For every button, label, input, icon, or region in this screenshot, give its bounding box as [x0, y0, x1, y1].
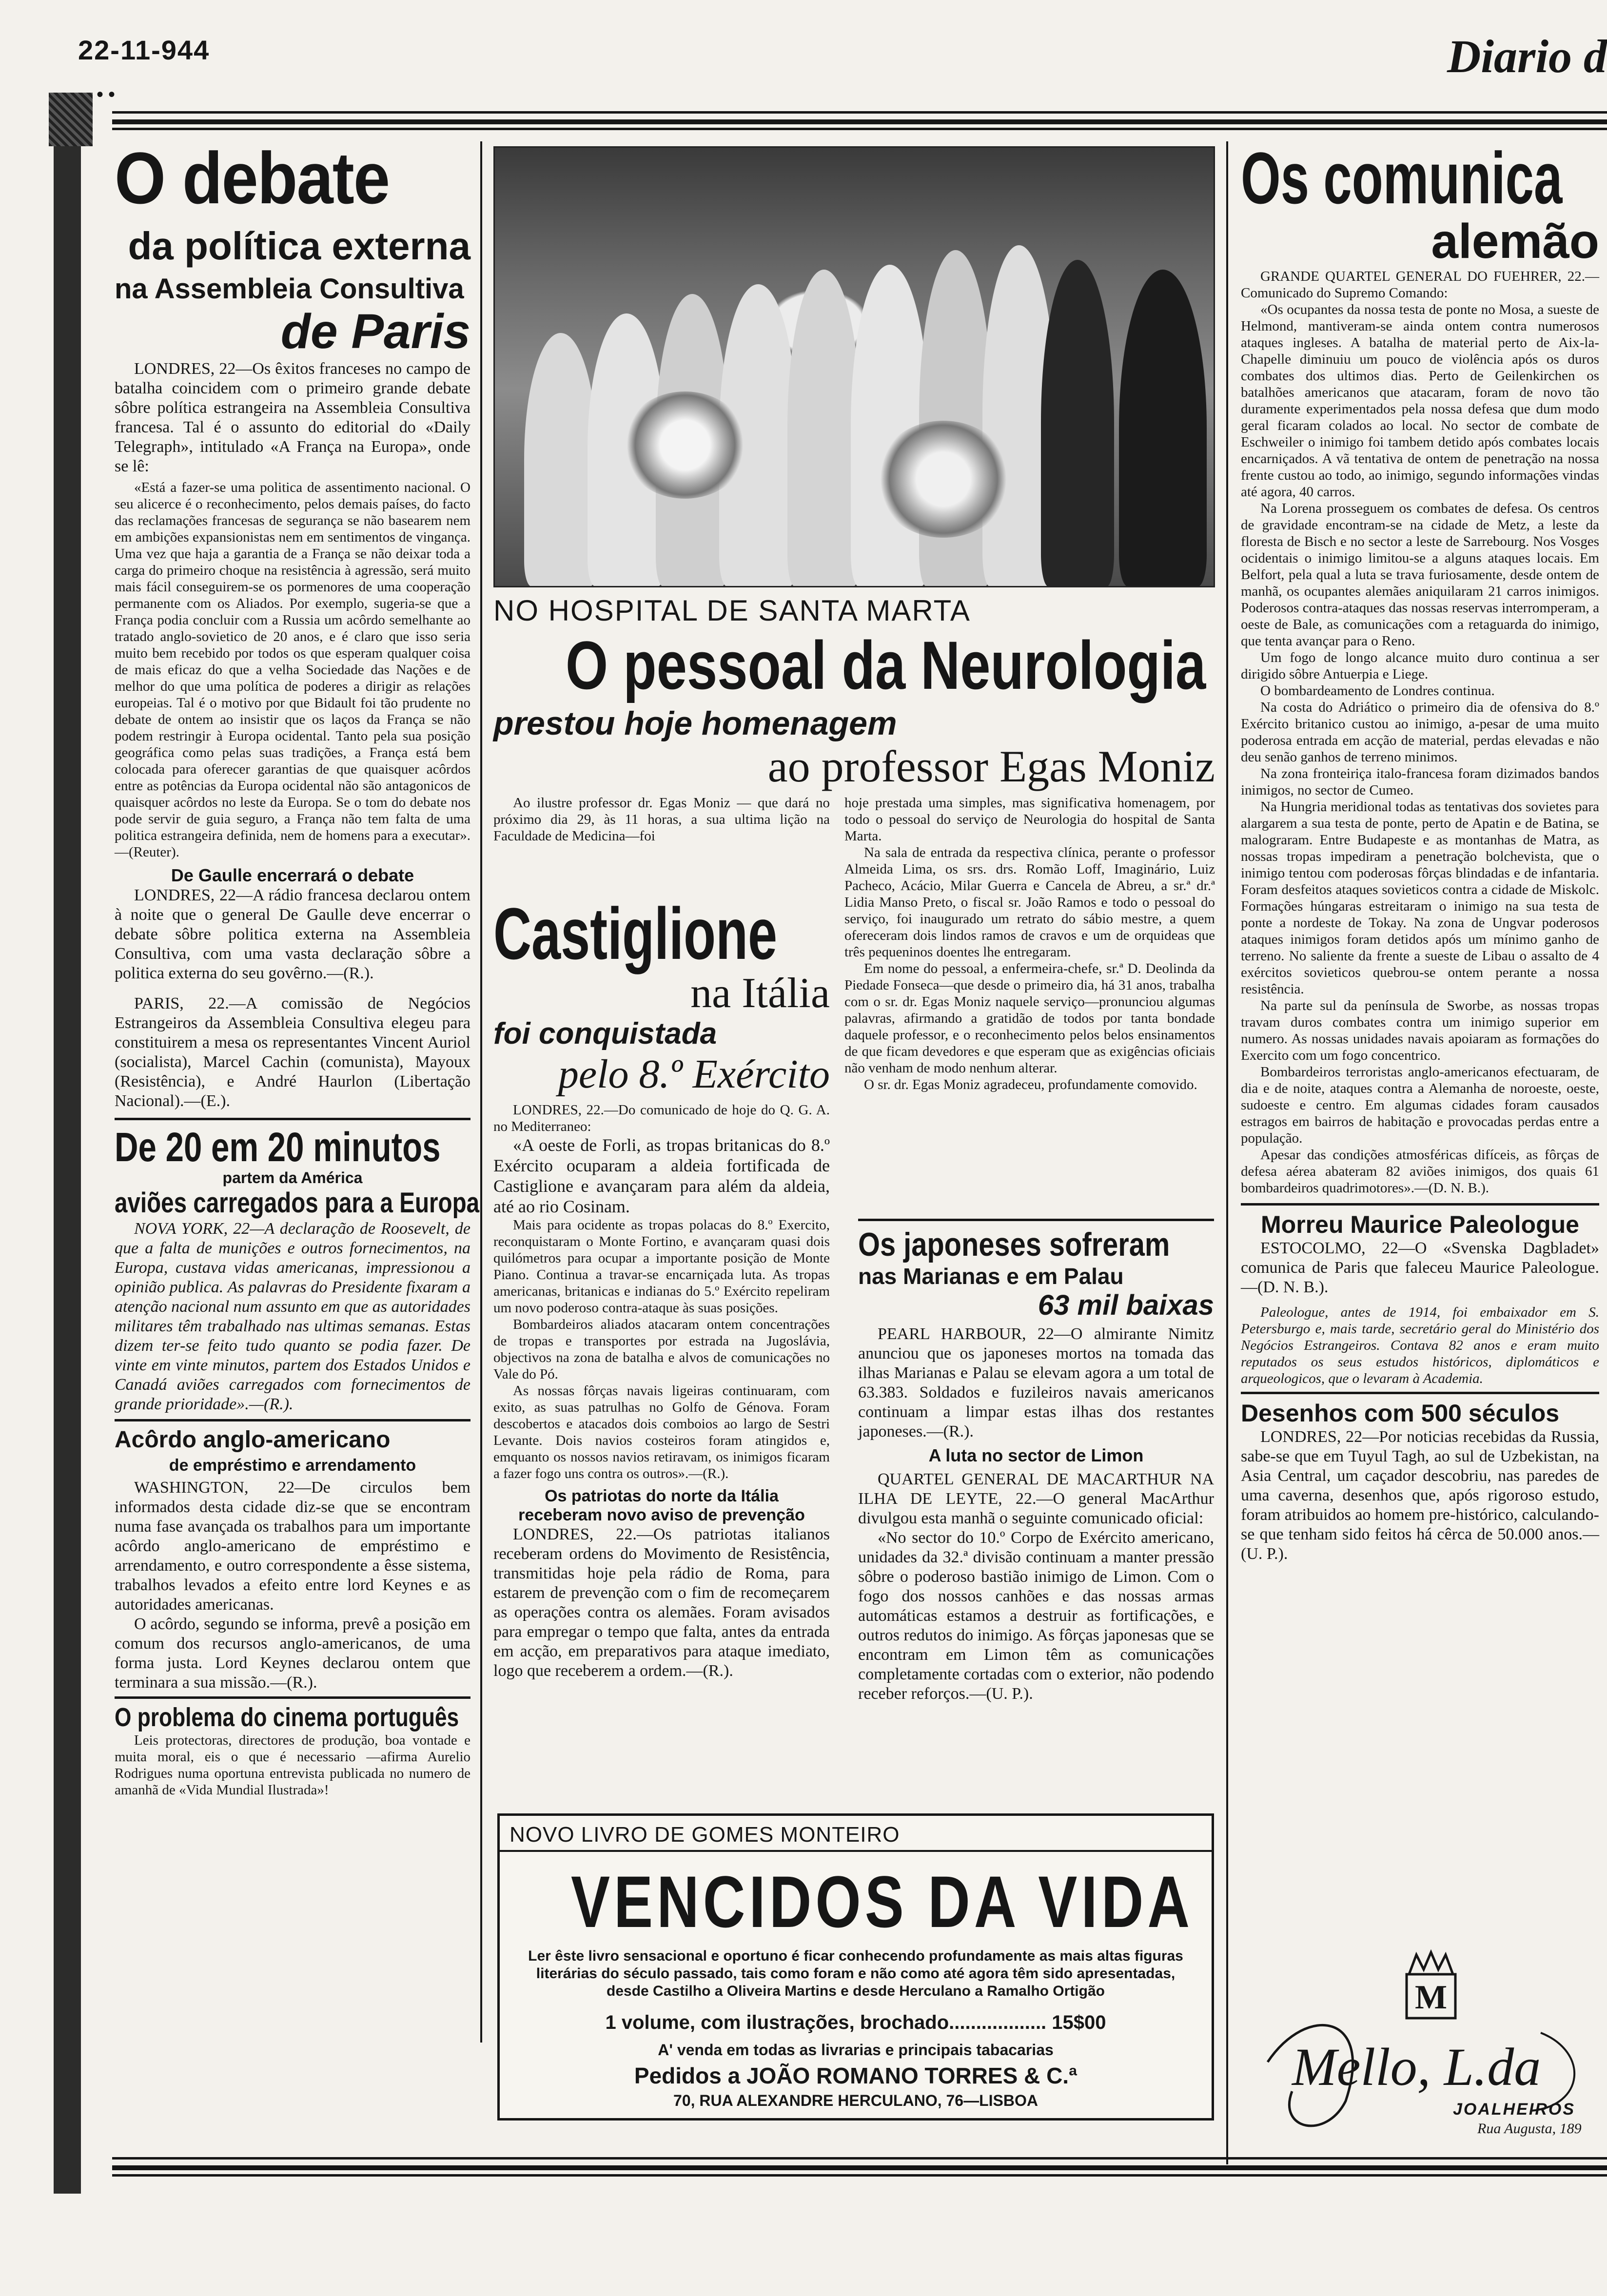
- d20-sub-2: aviões carregados para a Europa: [115, 1187, 480, 1219]
- paleologue-headline: Morreu Maurice Paleologue: [1261, 1211, 1579, 1238]
- comunicado-subtitle: alemão: [1431, 214, 1599, 269]
- neuro-col-2: [844, 795, 1215, 1093]
- debate-lead: LONDRES, 22—Os êxitos franceses no campo de batalha coincidem com o primeiro grande debate sôbre política estrangeira na Assembleia Consultiva francesa. Tal é o assunto do editorial do «Daily Telegraph», intitulado «A França na Europa», onde se lê:: [115, 360, 470, 475]
- comunicado-body-8: Na Hungria meridional todas as tentativas dos sovietes para alargarem a sua testa de ponte, perto de Apatin e de Batina, se malograram. Entre Budapeste e as montanhas de Matra, as nossas tropas impediram a penetração bolchevista, que o inimigo tentou com poderosas fôrças blindadas e de infantaria. Foram desfeitos ataques sovieticos contra a cidade de Miskolc. Formações húngaras estreitaram o inimigo na sua testa de ponte a nordeste de Tokay. Na zona de Ungvar poderosos ataques inimigos foram detidos após um mínimo ganho de terreno. No saliente da frente a sueste de Libau o assalto de 4 exércitos sovieticos quebrou-se ontem perante a nossa resistência.: [1241, 799, 1599, 997]
- comunicado-body-9: Na parte sul da península de Sworbe, as nossas tropas travam duros combates contra um inimigo superior em numero. As nossas unidades navais apoiaram as formações do Exercito com um fogo concentrico.: [1241, 998, 1599, 1063]
- limon-headline: A luta no sector de Limon: [928, 1445, 1144, 1465]
- ad-sale: A' venda em todas as livrarias e principais tabacarias: [658, 2041, 1054, 2059]
- divider: [115, 1118, 470, 1120]
- masthead: Diario d: [1447, 30, 1607, 82]
- comunicado-title: Os comunica: [1241, 137, 1563, 219]
- logo-name: Mello, L.da: [1292, 2037, 1541, 2097]
- acordo-sub: de empréstimo e arrendamento: [169, 1456, 416, 1475]
- ad-description: Ler êste livro sensacional e oportuno é ficar conhecendo profundamente as mais altas figuras literárias do século passado, tais como foram e não como até agora têm sido apresentadas, desde Castilho a Oliveira Martins e desde Herculano a Ramalho Ortigão: [528, 1948, 1183, 1999]
- divider: [1241, 1392, 1599, 1394]
- comunicado-body-5: O bombardeamento de Londres continua.: [1260, 683, 1495, 699]
- castiglione-sub-3: pelo 8.º Exército: [558, 1051, 830, 1097]
- neuro-col-2c: Em nome do pessoal, a enfermeira-chefe, sr.ª D. Deolinda da Piedade Fonseca—que desde o primeiro dia, há 31 anos, trabalha com o sr. dr. Egas Moniz naquele serviço—pronunciou algumas palavras, afirmando a gratidão de todos por tanta bondade daquele professor, e o reconhecimento pelos belos ensinamentos de que ficam devedores e que esperam que as exigências oficiais não venham de modo nenhum alterar.: [844, 961, 1215, 1076]
- neuro-sub-1: prestou hoje homenagem: [493, 705, 897, 742]
- hospital-photo: [493, 146, 1215, 587]
- right-column: [1241, 137, 1599, 1564]
- japoneses-headline: Os japoneses sofreram: [858, 1226, 1170, 1263]
- acordo-body: WASHINGTON, 22—De circulos bem informados desta cidade diz-se que se encontram numa fase avançada os trabalhos para um importante acôrdo anglo-americano de empréstimo e arrendamento, e outro correspondente a êsse sistema, trabalhos levados a efeito entre lord Keynes e as autoridades americanas.: [115, 1479, 470, 1614]
- d20-body: NOVA YORK, 22—A declaração de Roosevelt, de que a falta de munições e outros fornecimentos, na Europa, custava vidas americanas, impressionou a opinião publica. As palavras do Presidente fixaram a atenção nacional num assunto em que as autoridades militares têm trabalhado nas ultimas semanas. Estas dizem ter-se feito tudo quanto se podia fazer. De vinte em vinte minutos, partem dos Estados Unidos e Canadá aviões carregados com fornecimentos de grande prioridade».—(R.).: [115, 1220, 470, 1413]
- page-date: 22-11-944: [78, 35, 210, 65]
- d20-sub-1: partem da América: [222, 1169, 363, 1187]
- neuro-col-2d: O sr. dr. Egas Moniz agradeceu, profundamente comovido.: [864, 1077, 1197, 1092]
- comunicado-body-10: Bombardeiros terroristas anglo-americanos efectuaram, de dia e de noite, ataques contra a Alemanha de noroeste, oeste, sudoeste e centro. Em algumas cidades foram causados estragos em bairros de habitação e provocadas perdas entre a população.: [1241, 1064, 1599, 1146]
- debate-title: O debate: [115, 137, 390, 219]
- page-dots: • •: [97, 83, 116, 105]
- divider: [115, 1419, 470, 1421]
- comunicado-body-3: Na Lorena prosseguem os combates de defesa. Os centros de gravidade encontram-se na cidade de Metz, a leste da floresta de Bisch e no sector a leste de Sarrebourg. Nos Vosges ocidentais o inimigo limitou-se a alguns ataques locais. Em Belfort, pela qual a luta se trava furiosamente, desde ontem de manhã, os ocupantes alemães aniquilaram 21 carros inimigos. Poderosos contra-ataques das nossas reservas interromperam, a oeste de Bale, as comunicações com a retaguarda do inimigo, que tenta avançar para o Reno.: [1241, 501, 1599, 649]
- paris-body: PARIS, 22.—A comissão de Negócios Estrangeiros da Assembleia Consultiva elegeu para constituirem a mesa os representantes Vincent Auriol (socialista), Marcel Cachin (comunista), Mayoux (Resistência), e André Haurlon (Libertação Nacional).—(E.).: [115, 994, 470, 1110]
- castiglione-headline: Castiglione: [493, 893, 778, 974]
- limon-body-2: «No sector do 10.º Corpo de Exército americano, unidades da 32.ª divisão continuam a manter pressão sôbre o poderoso bastião inimigo de Limon. Com o fogo dos nossos canhões e das nossas armas automáticas estamos a destruir as fortificações, e outros redutos do inimigo. As fôrças japonesas que se encontram em Limon têm as comunicações completamente cortadas com o exterior, não podendo receber reforços.—(U. P.).: [858, 1529, 1214, 1703]
- ad-title: VENCIDOS DA VIDA: [571, 1861, 1194, 1943]
- comunicado-body-7: Na zona fronteiriça italo-francesa foram dizimados bandos inimigos, no sector de Cumeo.: [1241, 766, 1599, 798]
- neuro-sub-2: ao professor Egas Moniz: [767, 741, 1215, 791]
- japoneses-sub: nas Marianas e em Palau: [858, 1264, 1124, 1289]
- divider: [1241, 1203, 1599, 1206]
- debate-quote: «Está a fazer-se uma politica de assentimento nacional. O seu alicerce é o reconhecimento, pelos demais países, do facto das reclamações francesas de segurança se não basearem nem em ambições expansionistas nem em sentimentos de vingança. Uma vez que haja a garantia de a França se não deixar toda a carga do primeiro choque na resistência à agressão, será muito mais fácil conseguirem-se os pormenores de uma cooperação permanente com os Aliados. Por exemplo, sugeria-se que a França podia concluir com a Russia um acôrdo semelhante ao tratado anglo-sovietico de 20 anos, e é claro que isso seria muito bem recebido por todos os que esperam qualquer coisa de mais eficaz do que a velha Sociedade das Nações e de melhor do que uma política de poderes a dirigir as relações europeias. Tal é o motivo por que Bidault foi tão prudente no debate de ontem ao insistir que os laços da França se não podem restringir à Europa ocidental. Tanto pela sua posição geográfica como pelas suas tradições, a França está bem colocada para oferecer garantias de que quaisquer acôrdos entre as potências da Europa ocidental não são antagonicos de quaisquer acôrdos no leste da Europa. Se o tom do debate nos pode servir de guia seguro, a França não tem falta de uma politica estrangeira definida, nem de homens para a executar».—(Reuter).: [115, 480, 470, 860]
- castiglione-body-1: LONDRES, 22.—Do comunicado de hoje do Q. G. A. no Mediterraneo:: [493, 1102, 830, 1134]
- castiglione-body-2: «A oeste de Forli, as tropas britanicas do 8.º Exército ocuparam a aldeia fortificada de Castiglione e avançaram para além da aldeia, até ao rio Cosinam.: [493, 1135, 830, 1216]
- degaulle-headline: De Gaulle encerrará o debate: [171, 865, 414, 885]
- column-rule-2: [1226, 141, 1228, 2164]
- debate-subtitle-3: de Paris: [280, 304, 470, 359]
- limon-body-1: QUARTEL GENERAL DE MACARTHUR NA ILHA DE LEYTE, 22.—O general MacArthur divulgou esta manhã o seguinte comunicado oficial:: [858, 1470, 1214, 1527]
- acordo-headline: Acôrdo anglo-americano: [115, 1427, 391, 1453]
- svg-text:M: M: [1414, 1979, 1448, 2016]
- patriotas-headline-2: receberam novo aviso de prevenção: [518, 1506, 805, 1524]
- corner-ornament: [49, 93, 93, 146]
- comunicado-body-1: GRANDE QUARTEL GENERAL DO FUEHRER, 22.—Comunicado do Supremo Comando:: [1241, 269, 1599, 301]
- paleologue-body: ESTOCOLMO, 22—O «Svenska Dagbladet» comunica de Paris que faleceu Maurice Paleologue.—(D. N. B.).: [1241, 1239, 1599, 1296]
- castiglione-sub-1: na Itália: [690, 970, 830, 1017]
- ad-top-line: NOVO LIVRO DE GOMES MONTEIRO: [510, 1823, 900, 1847]
- top-rule-lower: [112, 128, 1607, 130]
- castiglione-article: [493, 893, 830, 1681]
- neuro-headline: O pessoal da Neurologia: [566, 627, 1206, 703]
- jeweller-logo: [1248, 1945, 1599, 2155]
- castiglione-body-5: As nossas fôrças navais ligeiras continuaram, com exito, as suas patrulhas no Golfo de Génova. Foram descobertos e atacados dois comboios ao largo de Sestri Levante. Dois navios costeiros foram atingidos e, emquanto os nossos navios retiravam, os inimigos ficaram a fazer fogo uns contra os outros».—(R.).: [493, 1383, 830, 1481]
- debate-subtitle-2: na Assembleia Consultiva: [115, 273, 464, 305]
- ad-orders: Pedidos a JOÃO ROMANO TORRES & C.ª: [634, 2063, 1078, 2088]
- castiglione-body-4: Bombardeiros aliados atacaram ontem concentrações de tropas e transportes por estrada na Jugoslávia, objectivos na zona de batalha e alvos de comunicações no Vale do Pó.: [493, 1317, 830, 1382]
- japoneses-article: [858, 1219, 1214, 1704]
- comunicado-body-4: Um fogo de longo alcance muito duro continua a ser dirigido sôbre Antuerpia e Liege.: [1241, 650, 1599, 682]
- debate-subtitle-1: da política externa: [128, 224, 470, 268]
- neuro-col-2a: hoje prestada uma simples, mas significativa homenagem, por todo o pessoal do serviço de Neurologia do hospital de Santa Marta.: [844, 795, 1215, 844]
- logo-address: Rua Augusta, 189: [1477, 2121, 1582, 2137]
- castiglione-body-3: Mais para ocidente as tropas polacas do 8.º Exercito, reconquistaram o Monte Fortino, e avançaram quasi dois quilómetros para ocupar a importante posição de Monte Piano. Continua a travar-se encarniçada luta. As tropas americanas, britanicas e indianas do 5.º Exército repeliram um novo poderoso contra-ataque às suas posições.: [493, 1217, 830, 1316]
- top-rule-thick: [112, 119, 1607, 124]
- patriotas-headline: Os patriotas do norte da Itália: [545, 1487, 779, 1505]
- acordo-body-2: O acôrdo, segundo se informa, prevê a posição em comum dos recursos anglo-americanos, de uma forma justa. Lord Keynes declarou ontem que terminara a sua missão.—(R.).: [115, 1615, 470, 1692]
- patriotas-body: LONDRES, 22.—Os patriotas italianos receberam ordens do Movimento de Resistência, transmitidas hoje pela rádio de Roma, para estarem de prevenção com o fim de recomeçarem as operações contra os alemães. Foram avisados para empregar o tempo que falta, antes da entrada em acção, em preparativos para ataque imediato, logo que receberem a ordem.—(R.).: [493, 1525, 830, 1680]
- bottom-rule-lower: [112, 2174, 1607, 2177]
- divider: [115, 1696, 470, 1699]
- ad-price-line: 1 volume, com ilustrações, brochado.................. 15$00: [605, 2012, 1106, 2033]
- desenhos-headline: Desenhos com 500 séculos: [1241, 1400, 1560, 1427]
- top-rule: [112, 111, 1607, 114]
- ad-address: 70, RUA ALEXANDRE HERCULANO, 76—LISBOA: [673, 2092, 1038, 2109]
- column-rule-1: [480, 141, 482, 2043]
- left-margin-bar: [54, 97, 81, 2194]
- comunicado-body-2: «Os ocupantes da nossa testa de ponte no Mosa, a sueste de Helmond, mantiveram-se ainda ontem contra numerosos ataques ingleses. A batalha de material perto de Aix-la-Chapelle diminuiu um pouco de violência após os duros combates dos ultimos dias. Perto de Geilenkirchen os batalhões americanos que atacaram, foram de novo tão duramente experimentados pela nossa defesa que dum modo geral ficaram colados ao local. No sector de combate de Eschweiler o inimigo foi tambem detido após combates locais encarniçados. A vã tentativa de ontem de penetração na nossa frente custou ao todo, ao inimigo, segundo informações vindas até agora, 40 carros.: [1241, 302, 1599, 500]
- japoneses-body: PEARL HARBOUR, 22—O almirante Nimitz anunciou que os japoneses mortos na tomada das ilhas Marianas e Palau se elevam agora a um total de 63.383. Soldados e fuzileiros navais americanos continuam a limpar estas ilhas dos restantes japoneses.—(R.).: [858, 1325, 1214, 1440]
- castiglione-sub-2: foi conquistada: [493, 1017, 717, 1051]
- logo-sub: JOALHEIROS: [1453, 2100, 1576, 2119]
- d20-headline: De 20 em 20 minutos: [115, 1124, 441, 1170]
- neuro-col-2b: Na sala de entrada da respectiva clínica, perante o professor Almeida Lima, os srs. drs. Romão Loff, Imaginário, Luiz Pacheco, Acácio, Milar Guerra e Cancela de Abreu, a sr.ª dr.ª Lidia Manso Preto, o fiscal sr. João Ramos e todo o pessoal do serviço, foi inaugurado um retrato do sábio mestre, a quem ofereceram dois lindos ramos de cravos e um de orquideas que três pequeninos doentes lhe entregaram.: [844, 845, 1215, 960]
- book-advert: [497, 1813, 1214, 2121]
- degaulle-body: LONDRES, 22—A rádio francesa declarou ontem à noite que o general De Gaulle deve encerrar o debate sôbre politica externa na Assembleia Consultiva, com uma vasta declaração sôbre a politica externa do seu govêrno.—(R.).: [115, 886, 470, 982]
- japoneses-sub-2: 63 mil baixas: [1038, 1289, 1214, 1321]
- comunicado-body-11: Apesar das condições atmosféricas difíceis, as fôrças de defesa aérea abateram 82 aviões inimigos, dos quais 61 bombardeiros quadrimotores».—(D. N. B.).: [1241, 1147, 1599, 1196]
- divider: [858, 1219, 1214, 1221]
- photo-caption: NO HOSPITAL DE SANTA MARTA: [493, 594, 971, 627]
- desenhos-body: LONDRES, 22—Por noticias recebidas da Russia, sabe-se que em Tuyul Tagh, ao sul de Uzbekistan, na Asia Central, um caçador descobriu, nas paredes de uma caverna, desenhos que, após rigoroso estudo, foram atribuidos ao homem pre-histórico, calculando-se que tenham sido feitos há cêrca de 50.000 anos.—(U. P.).: [1241, 1428, 1599, 1563]
- bottom-rule: [112, 2157, 1607, 2160]
- comunicado-body-6: Na costa do Adriático o primeiro dia de ofensiva do 8.º Exército britanico custou ao inimigo, a-pesar de uma muito poderosa entrada em acção de material, perdas elevadas e não deu senão ganhos de terreno minimos.: [1241, 700, 1599, 765]
- left-column: [115, 137, 480, 1798]
- cinema-headline: O problema do cinema português: [115, 1703, 459, 1732]
- paleologue-note: Paleologue, antes de 1914, foi embaixador em S. Petersburgo e, mais tarde, secretário geral do Ministério dos Negócios Estrangeiros. Contava 82 anos e eram muito reputados os seus estudos históricos, diplomáticos e arqueologicos, que o levaram à Academia.: [1241, 1304, 1599, 1386]
- cinema-body: Leis protectoras, directores de produção, boa vontade e muita moral, eis o que é necessario —afirma Aurelio Rodrigues numa oportuna entrevista publicada no numero de amanhã de «Vida Mundial Ilustrada»!: [115, 1732, 470, 1798]
- bottom-rule-thick: [112, 2165, 1607, 2170]
- neuro-col-1: Ao ilustre professor dr. Egas Moniz — que dará no próximo dia 29, às 11 horas, a sua ultima lição na Faculdade de Medicina—foi: [493, 795, 830, 844]
- ad-rule: [500, 1850, 1212, 1852]
